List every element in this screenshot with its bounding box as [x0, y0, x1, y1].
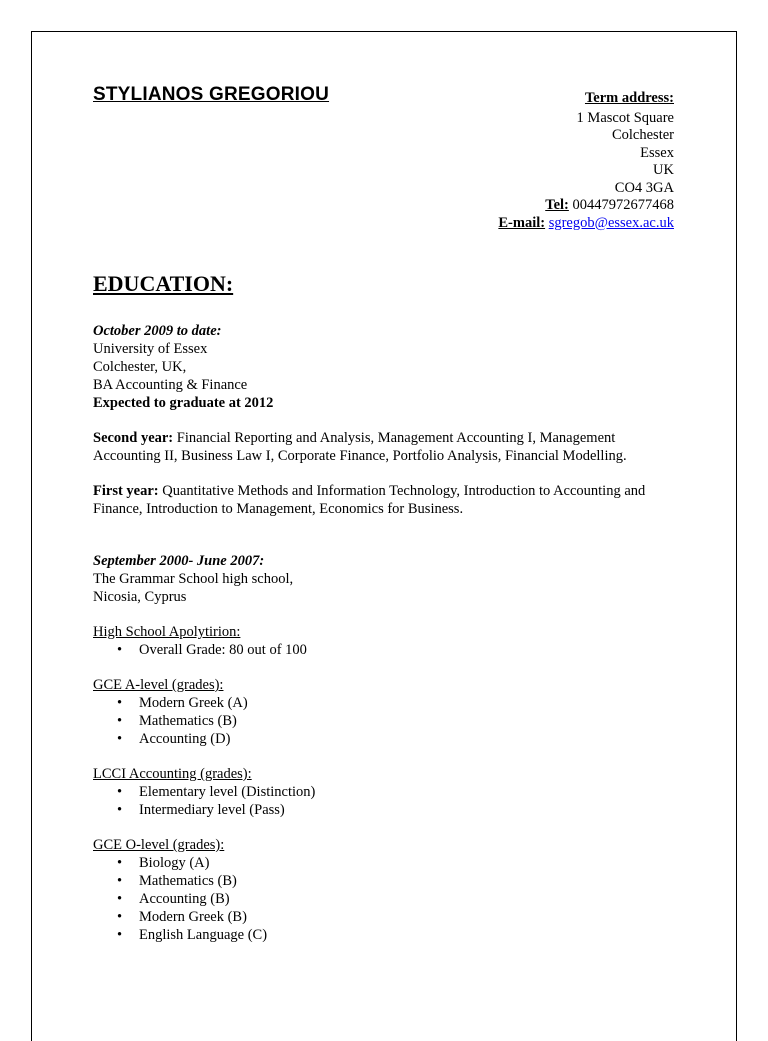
qualification-heading: LCCI Accounting (grades):: [93, 766, 252, 782]
grade-item: • Elementary level (Distinction): [117, 783, 683, 801]
grade-list: [93, 854, 683, 944]
school-date: September 2000- June 2007:: [93, 553, 265, 569]
grade-list: [93, 694, 683, 748]
section-title-education: EDUCATION:: [93, 271, 234, 296]
address-line: Colchester: [611, 127, 674, 143]
degree-title: BA Accounting & Finance: [93, 377, 248, 393]
address-line: CO4 3GA: [614, 179, 674, 196]
address-heading: Term address:: [584, 90, 674, 106]
school-location: Nicosia, Cyprus: [93, 589, 187, 605]
grade-item: • Intermediary level (Pass): [117, 801, 683, 819]
university-date: October 2009 to date:: [93, 323, 222, 339]
address-line: Essex: [640, 144, 674, 161]
grade-item: • Modern Greek (A): [117, 694, 683, 712]
school-entry: [93, 552, 683, 606]
grade-item: • Mathematics (B): [117, 872, 683, 890]
candidate-name: STYLIANOS GREGORIOU: [93, 84, 330, 105]
expected-graduation: Expected to graduate at 2012: [93, 395, 274, 411]
second-year-modules: [93, 429, 683, 465]
email-line: [498, 215, 674, 233]
university-name: University of Essex: [93, 341, 208, 357]
grade-item: • Biology (A): [117, 854, 683, 872]
term-address-block: [498, 90, 674, 232]
first-year-label: First year:: [93, 483, 159, 499]
address-line: 1 Mascot Square: [576, 109, 674, 126]
first-year-modules: [93, 482, 683, 518]
telephone-line: [498, 197, 674, 215]
grade-item: • Mathematics (B): [117, 712, 683, 730]
grade-item: • Overall Grade: 80 out of 100: [117, 641, 683, 659]
qualification-group: [93, 623, 683, 659]
university-entry: [93, 322, 683, 412]
qualification-group: [93, 765, 683, 819]
qualification-group: [93, 836, 683, 944]
grade-list: [93, 641, 683, 659]
second-year-text: Financial Reporting and Analysis, Management Accounting I, Management Accounting II, Business Law I, Corporate Finance, Portfolio Analysis, Financial Modelling.: [93, 430, 627, 464]
qualification-heading: GCE O-level (grades):: [93, 837, 225, 853]
grade-item: • Accounting (D): [117, 730, 683, 748]
first-year-text: Quantitative Methods and Information Technology, Introduction to Accounting and Finance, Introduction to Management, Economics for Business.: [93, 483, 646, 517]
email-link[interactable]: sgregob@essex.ac.uk: [548, 214, 674, 231]
address-line: UK: [653, 162, 674, 178]
email-label: E-mail:: [498, 214, 546, 231]
grade-item: • Modern Greek (B): [117, 908, 683, 926]
qualification-heading: High School Apolytirion:: [93, 624, 241, 640]
grade-item: • English Language (C): [117, 926, 683, 944]
university-location: Colchester, UK,: [93, 359, 187, 375]
education-section: [93, 268, 683, 944]
school-name: The Grammar School high school,: [93, 571, 294, 587]
tel-label: Tel:: [545, 197, 569, 213]
grade-list: [93, 783, 683, 819]
qualification-group: [93, 676, 683, 748]
grade-item: • Accounting (B): [117, 890, 683, 908]
tel-value: 00447972677468: [568, 197, 674, 213]
second-year-label: Second year:: [93, 430, 174, 446]
qualification-heading: GCE A-level (grades):: [93, 677, 224, 693]
